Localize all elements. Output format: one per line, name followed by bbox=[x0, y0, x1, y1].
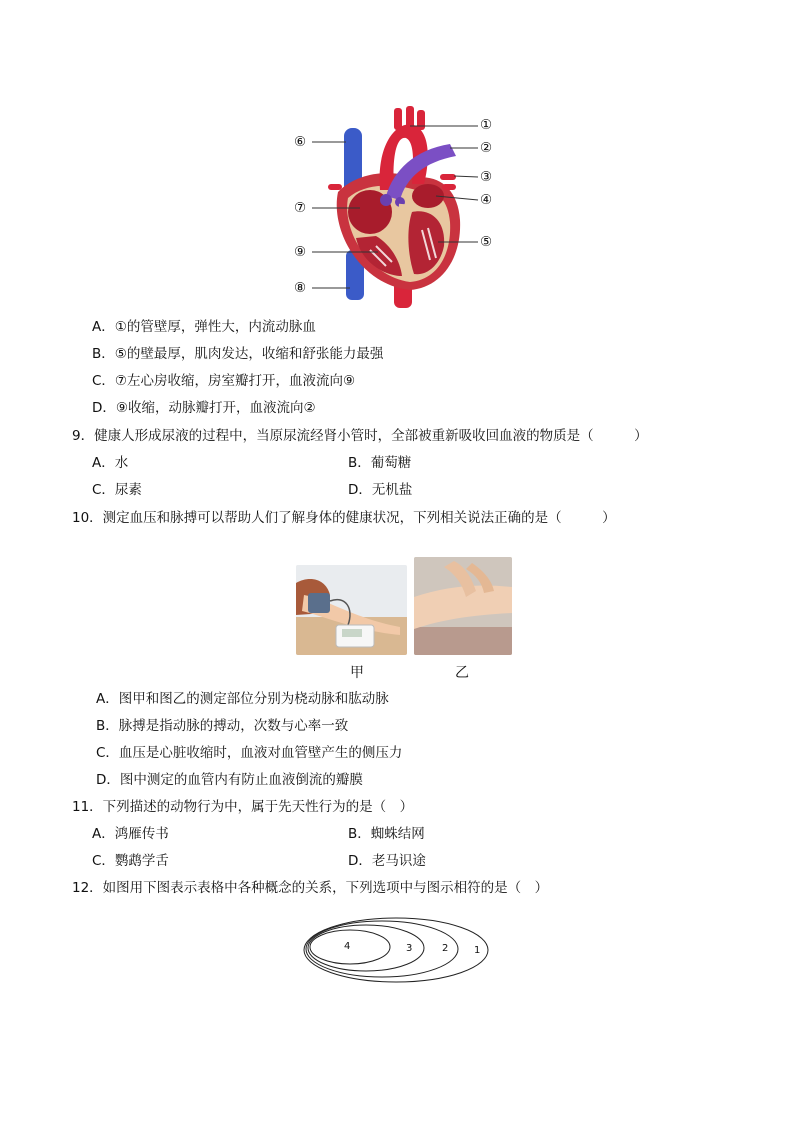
callout-label-5: ⑤ bbox=[480, 234, 493, 250]
q10-option-c: C．血压是心脏收缩时，血液对血管壁产生的侧压力 bbox=[96, 745, 403, 761]
q9-option-d: D．无机盐 bbox=[348, 482, 413, 498]
callout-label-4: ④ bbox=[480, 192, 493, 208]
q10-option-b: B．脉搏是指动脉的搏动，次数与心率一致 bbox=[96, 718, 349, 734]
heart-illustration bbox=[290, 100, 510, 312]
callout-label-1: ① bbox=[480, 117, 493, 133]
callout-label-3: ③ bbox=[480, 169, 493, 185]
q10-option-d: D．图中测定的血管内有防止血液倒流的瓣膜 bbox=[96, 772, 363, 788]
q11-option-b: B．蜘蛛结网 bbox=[348, 826, 425, 842]
venn-label-4: 4 bbox=[344, 941, 351, 952]
concept-venn-diagram bbox=[300, 912, 500, 992]
q11-option-c: C．鹦鹉学舌 bbox=[92, 853, 169, 869]
callout-label-9: ⑨ bbox=[294, 244, 307, 260]
q12-stem: 12．如图用下图表示表格中各种概念的关系，下列选项中与图示相符的是（ ） bbox=[72, 880, 549, 896]
venn-label-1: 1 bbox=[474, 945, 481, 956]
callout-label-2: ② bbox=[480, 140, 493, 156]
heart-diagram bbox=[290, 100, 510, 312]
photo-label-yi: 乙 bbox=[455, 665, 469, 681]
venn-label-3: 3 bbox=[406, 943, 413, 954]
q8-option-d: D．⑨收缩，动脉瓣打开，血液流向② bbox=[92, 400, 316, 416]
cuff-shape bbox=[308, 593, 330, 613]
callout-label-6: ⑥ bbox=[294, 134, 307, 150]
q11-stem: 11．下列描述的动物行为中，属于先天性行为的是（ ） bbox=[72, 799, 414, 815]
venn-label-2: 2 bbox=[442, 943, 449, 954]
callout-line-3 bbox=[454, 176, 478, 177]
bp-monitor-screen bbox=[342, 629, 362, 637]
q9-option-c: C．尿素 bbox=[92, 482, 142, 498]
aortic-branch-2 bbox=[406, 106, 414, 128]
photo-label-jia: 甲 bbox=[350, 665, 364, 681]
pulmonary-vein-left bbox=[328, 184, 342, 190]
q10-stem: 10．测定血压和脉搏可以帮助人们了解身体的健康状况，下列相关说法正确的是（ ） bbox=[72, 510, 616, 526]
photo-yi bbox=[414, 557, 512, 655]
q8-option-b: B．⑤的壁最厚，肌肉发达，收缩和舒张能力最强 bbox=[92, 346, 384, 362]
q8-option-c: C．⑦左心房收缩，房室瓣打开，血液流向⑨ bbox=[92, 373, 356, 389]
aortic-branch-1 bbox=[394, 108, 402, 130]
q9-option-a: A．水 bbox=[92, 455, 129, 471]
pulmonary-vein-2 bbox=[442, 184, 456, 190]
q10-option-a: A．图甲和图乙的测定部位分别为桡动脉和肱动脉 bbox=[96, 691, 389, 707]
q11-option-a: A．鸿雁传书 bbox=[92, 826, 169, 842]
venn-ellipses bbox=[300, 912, 500, 992]
fabric-background bbox=[414, 627, 512, 655]
pulse-photo bbox=[414, 557, 512, 655]
q11-option-d: D．老马识途 bbox=[348, 853, 426, 869]
pulmonary-vein-1 bbox=[440, 174, 456, 180]
aortic-branch-3 bbox=[417, 110, 425, 130]
q9-option-b: B．葡萄糖 bbox=[348, 455, 412, 471]
q9-stem: 9．健康人形成尿液的过程中，当原尿流经肾小管时，全部被重新吸收回血液的物质是（ ） bbox=[72, 428, 648, 444]
callout-label-8: ⑧ bbox=[294, 280, 307, 296]
blood-pressure-photo bbox=[296, 565, 407, 655]
callout-label-7: ⑦ bbox=[294, 200, 307, 216]
venn-ellipse-2 bbox=[306, 921, 458, 977]
valve-dot-1 bbox=[380, 194, 392, 206]
q8-option-a: A．①的管壁厚，弹性大，内流动脉血 bbox=[92, 319, 316, 335]
photo-jia bbox=[296, 565, 407, 655]
